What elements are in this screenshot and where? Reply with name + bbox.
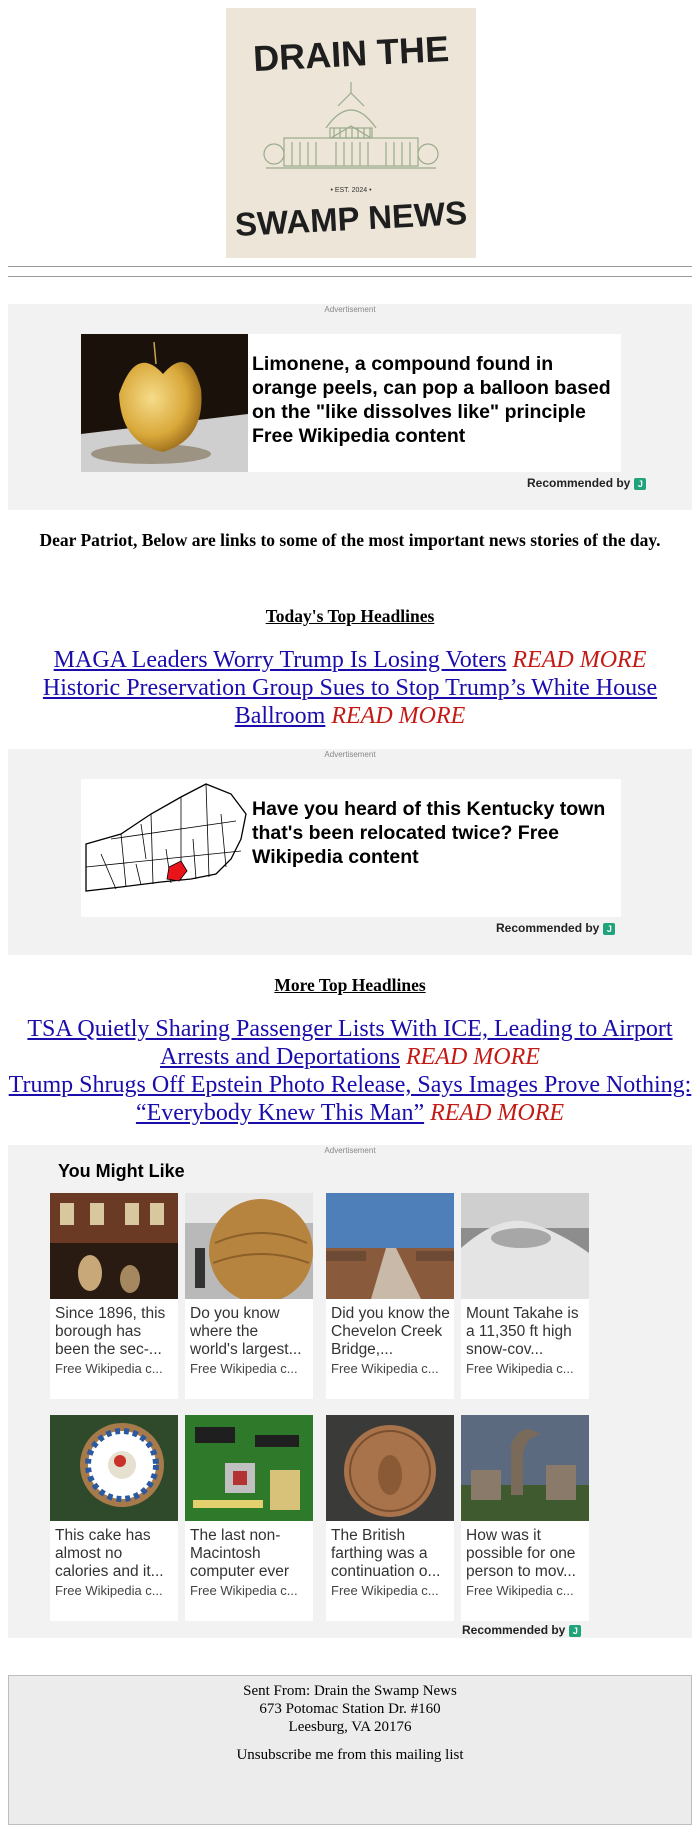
tile-image-mountain[interactable] bbox=[461, 1193, 589, 1299]
tile-image-borough[interactable] bbox=[50, 1193, 178, 1299]
headline-item bbox=[8, 674, 692, 730]
ad-headline[interactable]: Limonene, a compound found in orange peels, can pop a balloon based on the "like dissolves like" principle Free Wikipedia content bbox=[252, 353, 611, 447]
recommendation-tile[interactable] bbox=[461, 1415, 589, 1621]
ad-card[interactable] bbox=[81, 779, 621, 917]
recommender-logo-icon: J bbox=[569, 1625, 581, 1637]
recommended-by[interactable] bbox=[527, 476, 646, 490]
read-more-link[interactable]: READ MORE bbox=[405, 1044, 540, 1070]
recommended-by[interactable] bbox=[462, 1623, 581, 1637]
recommendation-tile[interactable] bbox=[185, 1193, 313, 1399]
divider-bottom bbox=[8, 276, 692, 277]
recommendation-tile[interactable] bbox=[185, 1415, 313, 1621]
footer-unsubscribe bbox=[8, 1740, 692, 1825]
recommendation-tile[interactable] bbox=[461, 1193, 589, 1399]
ad-label: Advertisement bbox=[324, 750, 376, 759]
logo-line2: SWAMP NEWS bbox=[234, 193, 468, 244]
recommender-logo-icon: J bbox=[603, 923, 615, 935]
recommendation-tile[interactable] bbox=[50, 1415, 178, 1621]
headline-link[interactable]: Trump Shrugs Off Epstein Photo Release, Says Images Prove Nothing: “Everybody Knew This Man” bbox=[8, 1072, 692, 1126]
tile-image-circuit-board[interactable] bbox=[185, 1415, 313, 1521]
tile-headline[interactable]: The last non-Macintosh computer ever bbox=[190, 1527, 290, 1580]
ad-label: Advertisement bbox=[324, 1146, 376, 1155]
section-title-top-headlines: Today's Top Headlines bbox=[265, 606, 435, 626]
read-more-link[interactable]: READ MORE bbox=[430, 1100, 565, 1126]
ad-label: Advertisement bbox=[324, 305, 376, 314]
recommended-label: Recommended by bbox=[527, 476, 631, 490]
logo-established: • EST. 2024 • bbox=[330, 187, 372, 194]
tile-headline[interactable]: Did you know the Chevelon Creek Bridge,... bbox=[331, 1305, 450, 1358]
ad-headline[interactable]: Have you heard of this Kentucky town that's been relocated twice? Free Wikipedia content bbox=[252, 798, 606, 868]
section-title-more-headlines: More Top Headlines bbox=[274, 975, 426, 995]
recommended-label: Recommended by bbox=[496, 921, 600, 935]
top-headlines-list bbox=[8, 646, 692, 730]
ad-image-balloon[interactable] bbox=[81, 334, 248, 472]
headline-link[interactable]: MAGA Leaders Worry Trump Is Losing Voters bbox=[53, 647, 507, 673]
tile-source: Free Wikipedia c... bbox=[331, 1583, 439, 1598]
recommendation-tile[interactable] bbox=[326, 1193, 454, 1399]
recommender-logo-icon: J bbox=[634, 478, 646, 490]
tile-image-cake[interactable] bbox=[50, 1415, 178, 1521]
tile-image-giant-ball[interactable] bbox=[185, 1193, 313, 1299]
tile-image-bridge[interactable] bbox=[326, 1193, 454, 1299]
ad-card[interactable] bbox=[81, 334, 621, 472]
advertisement-block bbox=[8, 749, 692, 955]
recommendation-tile[interactable] bbox=[326, 1415, 454, 1621]
tile-source: Free Wikipedia c... bbox=[466, 1361, 574, 1376]
headline-item bbox=[8, 1015, 692, 1071]
footer-sender bbox=[8, 1675, 692, 1747]
headline-item bbox=[8, 1071, 692, 1127]
tile-image-coral-castle[interactable] bbox=[461, 1415, 589, 1521]
sent-from: Sent From: Drain the Swamp News bbox=[243, 1683, 457, 1699]
tile-headline[interactable]: Mount Takahe is a 11,350 ft high snow-cov... bbox=[466, 1305, 579, 1358]
intro-text: Dear Patriot, Below are links to some of the most important news stories of the day. bbox=[39, 530, 661, 550]
divider-top bbox=[8, 266, 692, 267]
recommendation-tile[interactable] bbox=[50, 1193, 178, 1399]
tile-headline[interactable]: This cake has almost no calories and it... bbox=[55, 1527, 164, 1580]
tile-headline[interactable]: The British farthing was a continuation o... bbox=[331, 1527, 441, 1580]
capitol-logo-graphic bbox=[226, 8, 476, 258]
you-might-like-block bbox=[8, 1145, 692, 1638]
tile-image-farthing-coin[interactable] bbox=[326, 1415, 454, 1521]
advertisement-block bbox=[8, 304, 692, 510]
site-logo bbox=[226, 8, 476, 258]
tile-headline[interactable]: How was it possible for one person to mov... bbox=[466, 1527, 576, 1580]
tile-source: Free Wikipedia c... bbox=[55, 1583, 163, 1598]
recommended-label: Recommended by bbox=[462, 1623, 566, 1637]
tile-headline[interactable]: Since 1896, this borough has been the sec-... bbox=[55, 1305, 166, 1358]
tile-source: Free Wikipedia c... bbox=[331, 1361, 439, 1376]
address-line1: 673 Potomac Station Dr. #160 bbox=[259, 1701, 441, 1717]
unsubscribe-link[interactable]: Unsubscribe me from this mailing list bbox=[236, 1747, 464, 1763]
read-more-link[interactable]: READ MORE bbox=[331, 703, 466, 729]
tile-source: Free Wikipedia c... bbox=[55, 1361, 163, 1376]
ad-image-kentucky-map[interactable] bbox=[81, 779, 248, 917]
address-line2: Leesburg, VA 20176 bbox=[288, 1719, 412, 1735]
tile-source: Free Wikipedia c... bbox=[190, 1583, 298, 1598]
tile-source: Free Wikipedia c... bbox=[466, 1583, 574, 1598]
read-more-link[interactable]: READ MORE bbox=[512, 647, 647, 673]
logo-line1: DRAIN THE bbox=[252, 27, 450, 80]
headline-link[interactable]: TSA Quietly Sharing Passenger Lists With ICE, Leading to Airport Arrests and Deportations bbox=[27, 1016, 673, 1070]
headline-item bbox=[8, 646, 692, 674]
tile-source: Free Wikipedia c... bbox=[190, 1361, 298, 1376]
you-might-like-title: You Might Like bbox=[58, 1161, 185, 1181]
headline-link[interactable]: Historic Preservation Group Sues to Stop Trump’s White House Ballroom bbox=[42, 675, 658, 729]
tile-headline[interactable]: Do you know where the world's largest... bbox=[190, 1305, 302, 1358]
recommended-by[interactable] bbox=[496, 921, 615, 935]
more-headlines-list bbox=[8, 1015, 692, 1127]
